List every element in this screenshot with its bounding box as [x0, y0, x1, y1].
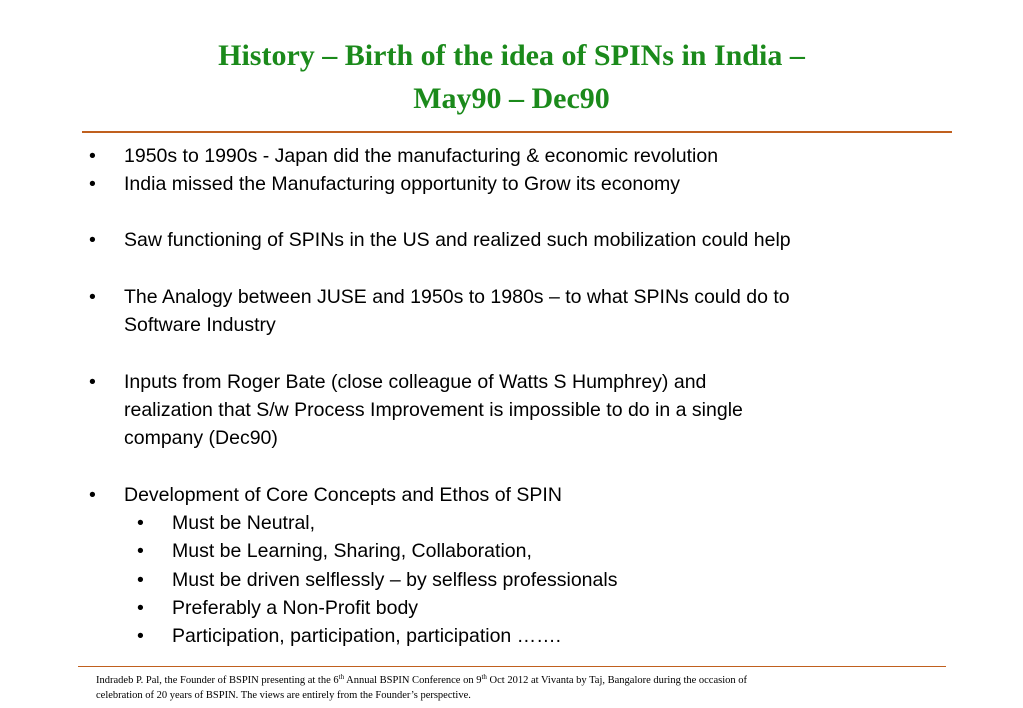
bullet-text: Must be driven selflessly – by selfless professionals [172, 569, 618, 591]
bullet-text: Development of Core Concepts and Ethos of SPIN [124, 484, 562, 506]
bullet-text: realization that S/w Process Improvement is impossible to do in a single [124, 399, 743, 421]
bullet-text: Must be Neutral, [172, 512, 316, 534]
bullet-text: The Analogy between JUSE and 1950s to 1980s – to what SPINs could do to [124, 286, 790, 308]
bullet-text: Inputs from Roger Bate (close colleague of Watts S Humphrey) and [124, 371, 707, 393]
footer-note [96, 673, 936, 703]
slide-title-line-2: May90 – Dec90 [413, 82, 610, 115]
bullet-marker: • [137, 597, 144, 619]
bullet-marker: • [137, 540, 144, 562]
footer-line-2: celebration of 20 years of BSPIN. The views are entirely from the Founder’s perspective. [96, 690, 471, 701]
bullet-text: company (Dec90) [124, 427, 278, 449]
bullet-text: Saw functioning of SPINs in the US and realized such mobilization could help [124, 229, 791, 251]
bullet-marker: • [89, 229, 96, 251]
bullet-marker: • [89, 371, 96, 393]
bullet-marker: • [89, 286, 96, 308]
bullet-text: Software Industry [124, 314, 276, 336]
footer-divider [78, 666, 946, 667]
bullet-marker: • [137, 625, 144, 647]
bullet-text: 1950s to 1990s - Japan did the manufacturing & economic revolution [124, 145, 719, 167]
bullet-text: Preferably a Non-Profit body [172, 597, 419, 619]
footer-text: Indradeb P. Pal, the Founder of BSPIN presenting at the 6 [96, 675, 339, 686]
bullet-marker: • [137, 569, 144, 591]
bullet-marker: • [89, 173, 96, 195]
bullet-text: India missed the Manufacturing opportunity to Grow its economy [124, 173, 681, 195]
bullet-text: Must be Learning, Sharing, Collaboration, [172, 540, 532, 562]
bullet-marker: • [137, 512, 144, 534]
footer-superscript: th [338, 673, 345, 681]
footer-text: Oct 2012 at Vivanta by Taj, Bangalore during the occasion of [486, 675, 748, 686]
footer-text: Annual BSPIN Conference on 9 [344, 675, 482, 686]
slide-title [0, 34, 1023, 120]
bullet-marker: • [89, 145, 96, 167]
bullet-text: Participation, participation, participation ……. [172, 625, 562, 647]
footer-line-1 [96, 673, 936, 688]
slide-title-line-1: History – Birth of the idea of SPINs in India – [218, 39, 805, 72]
footer-superscript: th [481, 673, 487, 681]
title-divider [82, 131, 952, 133]
bullet-marker: • [89, 484, 96, 506]
